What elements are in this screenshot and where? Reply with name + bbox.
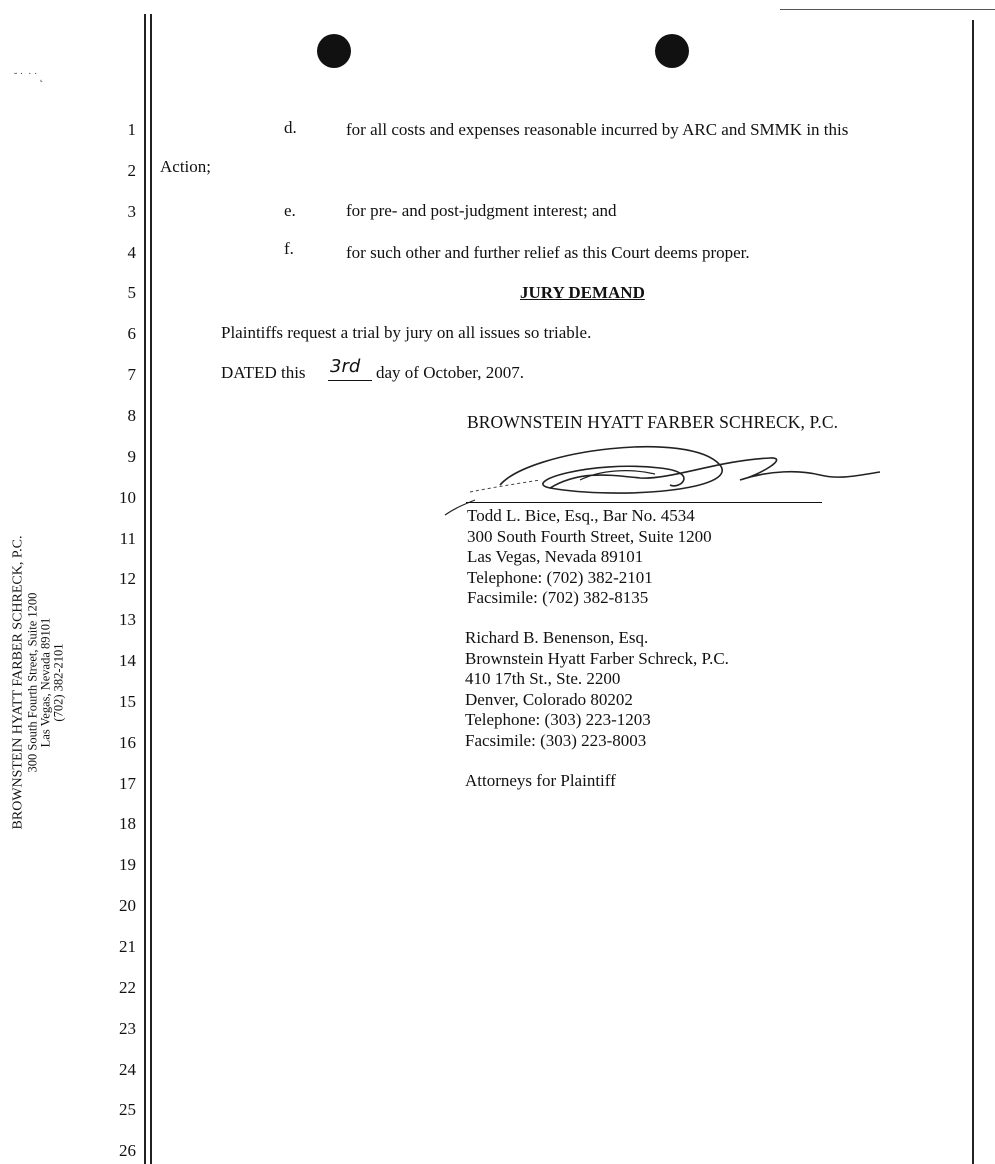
line-number: 15 xyxy=(119,691,136,711)
side-firm-info xyxy=(11,533,66,833)
line-number: 3 xyxy=(127,201,136,221)
left-margin-rule-outer xyxy=(144,14,146,1164)
line-number: 24 xyxy=(119,1059,136,1079)
attorney1-address1: 300 South Fourth Street, Suite 1200 xyxy=(467,526,712,546)
line-number: 26 xyxy=(119,1141,136,1161)
right-margin-rule xyxy=(972,20,974,1164)
line-number: 9 xyxy=(127,446,136,466)
top-edge-line xyxy=(780,9,995,10)
side-firm-line1: BROWNSTEIN HYATT FARBER SCHRECK, P.C. xyxy=(10,535,26,830)
line-number: 23 xyxy=(119,1018,136,1038)
line-number: 7 xyxy=(127,365,136,385)
attorney2-address2: Denver, Colorado 80202 xyxy=(465,689,633,709)
attorney2-name: Richard B. Benenson, Esq. xyxy=(465,628,649,647)
firm-name: BROWNSTEIN HYATT FARBER SCHRECK, P.C. xyxy=(467,412,839,432)
side-firm-line3: Las Vegas, Nevada 89101 xyxy=(38,617,53,748)
attorney2-address1: 410 17th St., Ste. 2200 xyxy=(465,669,621,688)
item-d-letter: d. xyxy=(284,118,297,137)
dated-day-blank xyxy=(328,380,372,381)
punch-hole-right xyxy=(655,34,689,68)
attorney1-phone: Telephone: (702) 382-2101 xyxy=(467,567,653,587)
attorney2-phone: Telephone: (303) 223-1203 xyxy=(465,710,651,729)
left-margin-rule-inner xyxy=(150,14,152,1164)
jury-demand-heading: JURY DEMAND xyxy=(520,283,645,302)
action-continuation: Action; xyxy=(160,157,211,176)
dated-suffix: day of October, 2007. xyxy=(376,363,525,382)
line-number: 14 xyxy=(119,651,136,671)
line-number: 6 xyxy=(127,324,136,344)
line-number: 5 xyxy=(127,283,136,303)
signature-line xyxy=(466,502,822,503)
item-f-text: for such other and further relief as this Court deems proper. xyxy=(346,243,750,262)
attorneys-for: Attorneys for Plaintiff xyxy=(465,771,616,790)
attorney1-block xyxy=(467,506,712,609)
line-number: 18 xyxy=(119,814,136,834)
attorney2-block xyxy=(465,628,729,751)
line-number: 21 xyxy=(119,937,136,956)
punch-hole-left xyxy=(317,34,351,68)
line-number: 8 xyxy=(127,405,136,425)
line-number: 4 xyxy=(127,242,136,262)
dated-prefix: DATED this xyxy=(221,363,306,382)
attorney2-firm: Brownstein Hyatt Farber Schreck, P.C. xyxy=(465,648,729,668)
line-number: 16 xyxy=(119,732,136,752)
attorney1-name: Todd L. Bice, Esq., Bar No. 4534 xyxy=(467,506,695,525)
line-number: 1 xyxy=(127,120,136,139)
item-e-letter: e. xyxy=(284,201,296,220)
attorney2-fax: Facsimile: (303) 223-8003 xyxy=(465,730,647,750)
jury-demand-text: Plaintiffs request a trial by jury on all issues so triable. xyxy=(221,323,592,342)
item-d-text: for all costs and expenses reasonable incurred by ARC and SMMK in this xyxy=(346,120,849,139)
line-number: 20 xyxy=(119,896,136,916)
line-number: 19 xyxy=(119,855,136,875)
line-number: 25 xyxy=(119,1100,136,1120)
attorney1-fax: Facsimile: (702) 382-8135 xyxy=(467,588,649,607)
item-e-text: for pre- and post-judgment interest; and xyxy=(346,201,617,220)
line-number: 22 xyxy=(119,977,136,997)
item-f-letter: f. xyxy=(284,239,294,258)
line-number: 12 xyxy=(119,569,136,589)
line-number: 10 xyxy=(119,487,136,507)
attorney1-address2: Las Vegas, Nevada 89101 xyxy=(467,547,644,566)
line-number: 17 xyxy=(119,773,136,793)
scan-mark: ˘ ˙ ˙ ˙ ˛ xyxy=(14,72,44,83)
line-number: 13 xyxy=(119,610,136,630)
side-firm-line2: 300 South Fourth Street, Suite 1200 xyxy=(25,592,40,773)
dated-handwritten-day: 3rd xyxy=(330,356,361,377)
line-number: 2 xyxy=(127,160,136,180)
side-firm-line4: (702) 382-2101 xyxy=(51,643,66,722)
line-number: 11 xyxy=(119,528,136,548)
